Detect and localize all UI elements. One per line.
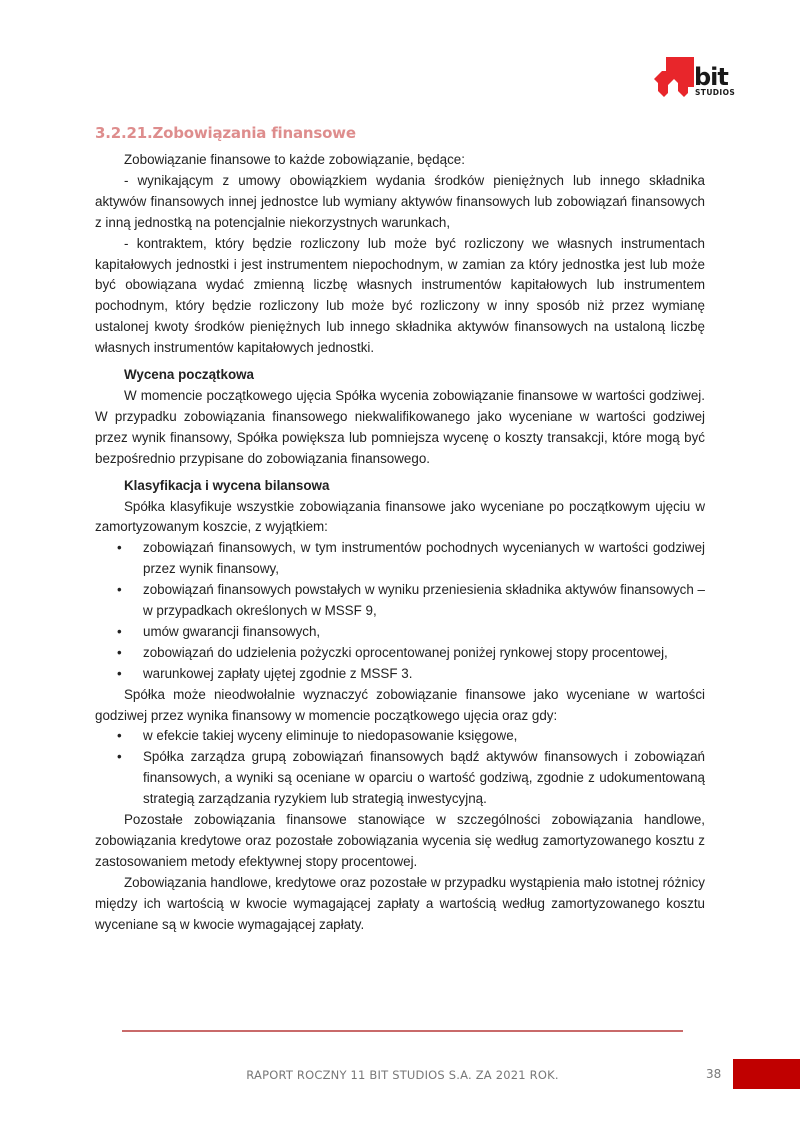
logo-studios-text: STUDIOS [695, 88, 736, 97]
conditions-list [95, 726, 705, 810]
definition-item-2: - kontraktem, który będzie rozliczony lub może być rozliczony we własnych instrumentach kapitałowych jednostki i jest instrumentem niepochodnym, w zamian za który jednostka jest lub może być obowiązana wydać zmienną liczbę własnych instrumentów kapitałowych lub instrumentem pochodnym, który będzie rozliczony lub może być rozliczony w inny sposób niż przez wymianę ustalonej kwoty środków pieniężnych lub innego składnika aktywów finansowych na ustaloną liczbę własnych instrumentów kapitałowych jednostki. [95, 235, 705, 356]
list-item: • zobowiązań finansowych, w tym instrumentów pochodnych wycenianych w wartości godziwej przez wynik finansowy, [117, 540, 705, 577]
classification-intro: Spółka klasyfikuje wszystkie zobowiązania finansowe jako wyceniane po początkowym ujęciu w zamortyzowanym koszcie, z wyjątkiem: [95, 498, 705, 535]
company-logo [654, 57, 736, 101]
logo-mark-icon [654, 57, 694, 97]
list-item: • w efekcie takiej wyceny eliminuje to niedopasowanie księgowe, [95, 726, 705, 747]
designation-intro: Spółka może nieodwołalnie wyznaczyć zobowiązanie finansowe jako wyceniane w wartości godziwej przez wynika finansowy w momencie początkowego ujęcia oraz gdy: [95, 686, 705, 723]
logo-bit-text: bit [694, 63, 728, 91]
bullet-icon: • [117, 728, 122, 744]
list-item: • Spółka zarządza grupą zobowiązań finansowych bądź aktywów finansowych i zobowiązań finansowych, a wyniki są oceniane w oparciu o wartość godziwą, zgodnie z udokumentowaną strategią zarządzania ryzykiem lub strategią inwestycyjną. [117, 749, 705, 807]
list-item: • zobowiązań finansowych powstałych w wyniku przeniesienia składnika aktywów finansowych – w przypadkach określonych w MSSF 9, [117, 582, 705, 619]
list-item: • umów gwarancji finansowych, [95, 622, 705, 643]
bullet-icon: • [117, 540, 122, 556]
exceptions-list [95, 538, 705, 684]
list-item: • warunkowej zapłaty ujętej zgodnie z MSSF 3. [95, 664, 705, 685]
bullet-icon: • [117, 644, 122, 660]
footer-report-title: RAPORT ROCZNY 11 BIT STUDIOS S.A. ZA 2021 ROK. [246, 1068, 559, 1082]
document-body [95, 150, 705, 936]
bullet-icon: • [117, 582, 122, 598]
intro-paragraph: Zobowiązanie finansowe to każde zobowiązanie, będące: [124, 152, 465, 167]
section-title: 3.2.21.Zobowiązania finansowe [95, 124, 356, 142]
other-liabilities-paragraph: Pozostałe zobowiązania finansowe stanowiące w szczególności zobowiązania handlowe, zobowiązania kredytowe oraz pozostałe zobowiązania wycenia się według zamortyzowanego kosztu z zastosowaniem metody efektywnej stopy procentowej. [95, 812, 705, 869]
initial-valuation-heading: Wycena początkowa [124, 367, 254, 383]
bullet-icon: • [117, 623, 122, 639]
footer-divider [122, 1030, 683, 1032]
classification-heading: Klasyfikacja i wycena bilansowa [124, 477, 330, 493]
trade-liabilities-paragraph: Zobowiązania handlowe, kredytowe oraz pozostałe w przypadku wystąpienia mało istotnej różnicy między ich wartością w kwocie wymagającej zapłaty a wartością według zamortyzowanego kosztu wyceniane są w kwocie wymagającej zapłaty. [95, 874, 705, 932]
bullet-icon: • [117, 665, 122, 681]
page-accent-tab [733, 1059, 800, 1089]
page-number: 38 [706, 1067, 722, 1081]
definition-item-1: - wynikającym z umowy obowiązkiem wydania środków pieniężnych lub innego składnika aktywów finansowych innej jednostce lub wymiany aktywów finansowych lub zobowiązań finansowych z inną jednostką na potencjalnie niekorzystnych warunkach, [95, 172, 705, 230]
list-item: • zobowiązań do udzielenia pożyczki oprocentowanej poniżej rynkowej stopy procentowej, [95, 643, 705, 664]
initial-valuation-text: W momencie początkowego ujęcia Spółka wycenia zobowiązanie finansowe w wartości godziwej. W przypadku zobowiązania finansowego niekwalifikowanego jako wyceniane w wartości godziwej przez wynik finansowy, Spółka powiększa lub pomniejsza wycenę o koszty transakcji, które mogą być bezpośrednio przypisane do zobowiązania finansowego. [95, 387, 705, 466]
bullet-icon: • [117, 749, 122, 765]
